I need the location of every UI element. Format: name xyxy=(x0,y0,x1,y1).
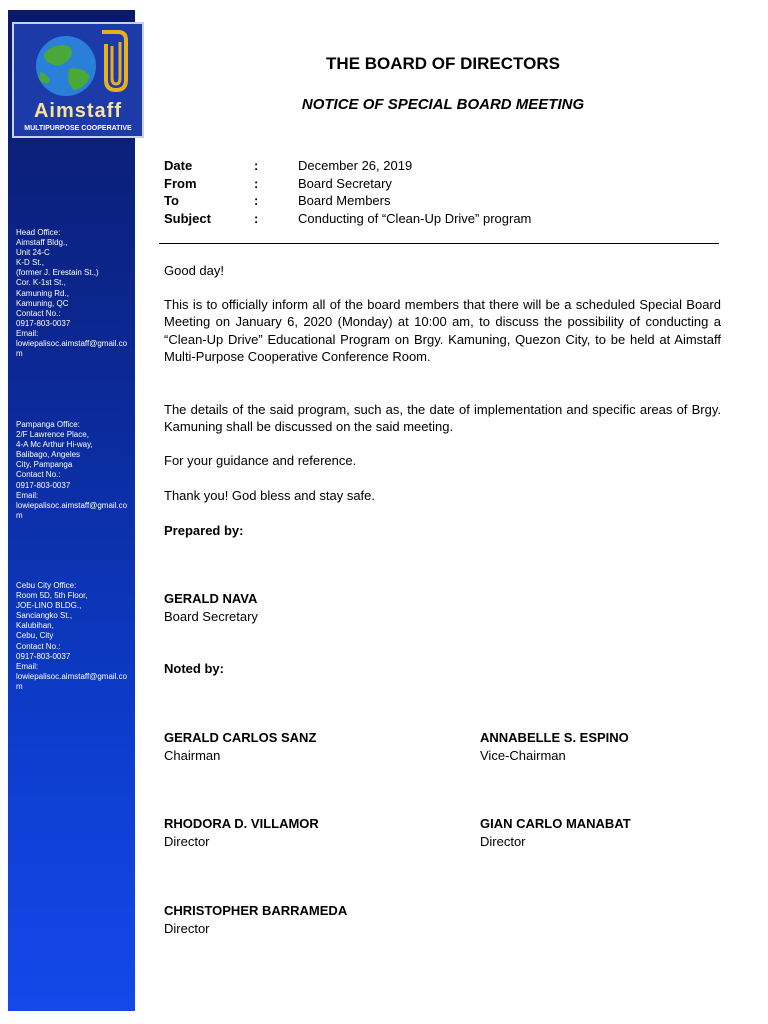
signatory-name: ANNABELLE S. ESPINO xyxy=(480,730,629,745)
subject-value: Conducting of “Clean-Up Drive” program xyxy=(298,210,532,226)
signatory-title: Vice-Chairman xyxy=(480,748,566,763)
date-row xyxy=(164,157,531,175)
office-line: Unit 24-C xyxy=(16,248,50,258)
date-value: December 26, 2019 xyxy=(298,158,413,173)
signatory-name: CHRISTOPHER BARRAMEDA xyxy=(164,903,348,918)
office-line: Pampanga Office: xyxy=(16,420,80,429)
office-email: lowiepalisoc.aimstaff@gmail.com xyxy=(16,500,128,520)
head-office-info xyxy=(16,228,132,359)
office-line: Balibago, Angeles xyxy=(16,450,81,460)
divider xyxy=(159,243,719,244)
logo-subtitle: MULTIPURPOSE COOPERATIVE xyxy=(24,125,132,132)
office-line: Contact No.: xyxy=(16,641,61,651)
signature-block xyxy=(164,815,319,851)
document-subtitle: NOTICE OF SPECIAL BOARD MEETING xyxy=(301,96,585,113)
colon: : xyxy=(254,158,259,173)
to-label: To xyxy=(164,193,179,208)
office-line: 0917-803-0037 xyxy=(16,318,71,328)
office-line: 0917-803-0037 xyxy=(16,480,71,490)
office-line: JOE-LINO BLDG., xyxy=(16,601,82,611)
subject-row xyxy=(164,210,531,228)
signatory-title: Director xyxy=(480,834,526,849)
office-email: lowiepalisoc.aimstaff@gmail.com xyxy=(16,339,128,359)
from-label: From xyxy=(164,175,197,191)
office-line: Email: xyxy=(16,328,39,338)
body-paragraph: This is to officially inform all of the board members that there will be a scheduled Special Board Meeting on January 6, 2020 (Monday) at 10:00 am, to discuss the possibility of conducting a “Clean-Up Drive” Educational Program on Brgy. Kamuning, Quezon City, to be held at Aimstaff Multi-Purpose Cooperative Conference Room. xyxy=(164,297,721,364)
office-line: Cor. K-1st St., xyxy=(16,278,66,288)
logo-name: Aimstaff xyxy=(33,100,122,122)
body-paragraph: For your guidance and reference. xyxy=(164,453,357,468)
office-line: Kalubihan, xyxy=(16,621,54,631)
noted-by-label: Noted by: xyxy=(164,661,224,676)
office-line: 4-A Mc Arthur Hi-way, xyxy=(16,440,93,450)
signature-block xyxy=(480,815,631,851)
subject-label: Subject xyxy=(164,210,211,226)
to-row xyxy=(164,192,531,210)
office-line: (former J. Erestain St.,) xyxy=(16,268,99,278)
colon: : xyxy=(254,193,259,208)
office-line: Room 5D, 5th Floor, xyxy=(16,591,88,601)
signature-block xyxy=(164,729,316,765)
signature-block xyxy=(480,729,629,765)
office-email: lowiepalisoc.aimstaff@gmail.com xyxy=(16,671,128,691)
office-line: Cebu City Office: xyxy=(16,581,77,590)
signatory-name: GIAN CARLO MANABAT xyxy=(480,816,631,831)
signatory-name: RHODORA D. VILLAMOR xyxy=(164,816,319,831)
office-line: Email: xyxy=(16,490,39,500)
signature-block xyxy=(164,590,258,626)
body-paragraph: The details of the said program, such as, the date of implementation and specific areas of Brgy. Kamuning shall be discussed on the said meeting. xyxy=(164,402,721,435)
office-line: 2/F Lawrence Place, xyxy=(16,430,89,440)
pampanga-office-info xyxy=(16,420,132,521)
signatory-title: Director xyxy=(164,921,210,936)
office-line: City, Pampanga xyxy=(16,460,73,470)
body-paragraph: Thank you! God bless and stay safe. xyxy=(164,488,376,503)
from-value: Board Secretary xyxy=(298,175,392,191)
greeting: Good day! xyxy=(164,263,224,278)
signatory-title: Director xyxy=(164,834,210,849)
aimstaff-logo xyxy=(12,22,144,138)
cebu-office-info xyxy=(16,581,132,692)
signatory-title: Board Secretary xyxy=(164,609,258,624)
office-line: Kamuning Rd., xyxy=(16,288,69,298)
office-line: 0917-803-0037 xyxy=(16,651,71,661)
document-title: THE BOARD OF DIRECTORS xyxy=(326,54,560,73)
office-line: Aimstaff Bldg., xyxy=(16,238,68,248)
to-value: Board Members xyxy=(298,193,391,208)
colon: : xyxy=(254,175,259,191)
prepared-by-label: Prepared by: xyxy=(164,523,244,538)
office-line: Sanciangko St., xyxy=(16,611,73,621)
office-line: Contact No.: xyxy=(16,470,61,480)
office-line: Head Office: xyxy=(16,228,61,237)
date-label: Date xyxy=(164,158,193,173)
signatory-name: GERALD CARLOS SANZ xyxy=(164,730,317,745)
office-line: K-D St., xyxy=(16,258,45,268)
office-line: Email: xyxy=(16,661,39,671)
signatory-title: Chairman xyxy=(164,748,221,763)
colon: : xyxy=(254,210,259,226)
office-line: Kamuning, QC xyxy=(16,298,69,308)
memo-header xyxy=(164,157,531,227)
signatory-name: GERALD NAVA xyxy=(164,591,258,606)
from-row xyxy=(164,175,531,193)
office-line: Cebu, City xyxy=(16,631,54,641)
signature-block xyxy=(164,902,347,938)
office-line: Contact No.: xyxy=(16,308,61,318)
